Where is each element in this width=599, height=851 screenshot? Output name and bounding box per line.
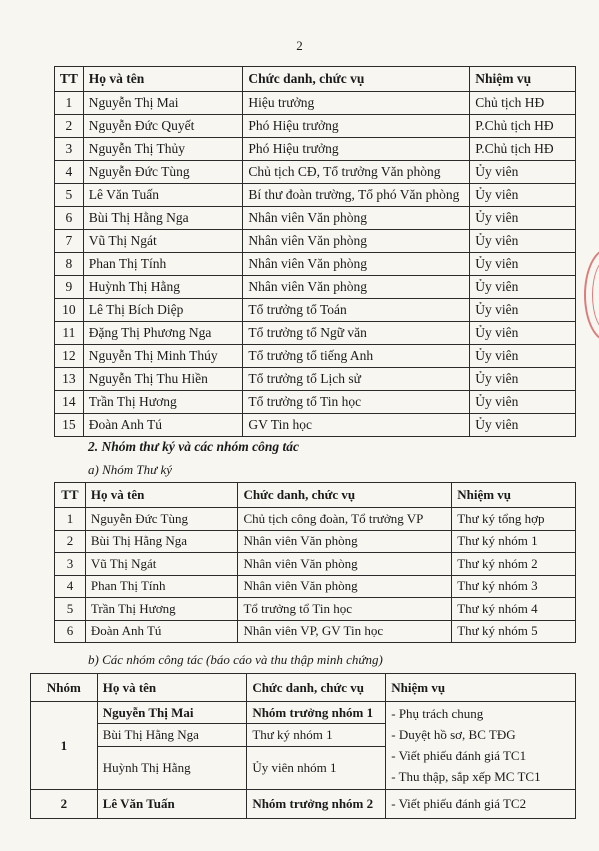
group-number: 1 (31, 702, 98, 790)
column-header-group: Nhóm (31, 674, 98, 702)
member-position: Tổ trưởng tổ Lịch sử (243, 368, 470, 391)
member-role: Nhóm trưởng nhóm 2 (247, 790, 386, 819)
member-name: Nguyễn Đức Tùng (85, 508, 238, 531)
task-item: - Duyệt hồ sơ, BC TĐG (391, 727, 516, 742)
row-number: 1 (55, 508, 86, 531)
member-name: Trần Thị Hương (85, 598, 238, 621)
row-number: 4 (55, 161, 84, 184)
row-number: 2 (55, 530, 86, 553)
council-members-table (54, 66, 576, 437)
member-name: Phan Thị Tính (83, 253, 243, 276)
member-name: Bùi Thị Hằng Nga (85, 530, 238, 553)
row-number: 14 (55, 391, 84, 414)
section-2b-heading: b) Các nhóm công tác (báo cáo và thu thập minh chứng) (88, 652, 383, 667)
row-number: 5 (55, 184, 84, 207)
task-item: - Thu thập, sắp xếp MC TC1 (391, 769, 541, 784)
working-groups-table (30, 673, 576, 819)
table-row (55, 553, 576, 576)
member-name: Nguyễn Thị Thu Hiền (83, 368, 243, 391)
column-header-name: Họ và tên (83, 67, 243, 92)
member-position: Nhân viên Văn phòng (243, 253, 470, 276)
member-duty: Thư ký nhóm 1 (452, 530, 576, 553)
member-duty: Ủy viên (470, 230, 576, 253)
member-duty: Ủy viên (470, 368, 576, 391)
member-name: Đoàn Anh Tú (83, 414, 243, 437)
table-row (55, 299, 576, 322)
column-header-position: Chức danh, chức vụ (247, 674, 386, 702)
section-2-heading: 2. Nhóm thư ký và các nhóm công tác (88, 439, 299, 454)
member-name: Vũ Thị Ngát (83, 230, 243, 253)
member-duty: Ủy viên (470, 207, 576, 230)
column-header-duty: Nhiệm vụ (452, 483, 576, 508)
member-role: Thư ký nhóm 1 (247, 724, 386, 747)
member-position: Phó Hiệu trưởng (243, 115, 470, 138)
member-position: Nhân viên Văn phòng (238, 575, 452, 598)
table-header-row (31, 674, 576, 702)
table-row (55, 115, 576, 138)
member-name: Nguyễn Thị Thủy (83, 138, 243, 161)
member-duty: Chủ tịch HĐ (470, 92, 576, 115)
row-number: 8 (55, 253, 84, 276)
table-row (55, 391, 576, 414)
member-role: Nhóm trưởng nhóm 1 (247, 702, 386, 724)
row-number: 6 (55, 620, 86, 643)
member-position: Tổ trưởng tổ Toán (243, 299, 470, 322)
table-row (55, 207, 576, 230)
table-row (55, 230, 576, 253)
member-duty: P.Chủ tịch HĐ (470, 138, 576, 161)
group-row (31, 790, 576, 819)
row-number: 1 (55, 92, 84, 115)
table-row (55, 276, 576, 299)
row-number: 10 (55, 299, 84, 322)
row-number: 2 (55, 115, 84, 138)
member-position: Nhân viên Văn phòng (243, 276, 470, 299)
table-row (55, 161, 576, 184)
member-position: GV Tin học (243, 414, 470, 437)
member-position: Hiệu trưởng (243, 92, 470, 115)
member-duty: Ủy viên (470, 253, 576, 276)
member-name: Bùi Thị Hằng Nga (97, 724, 247, 747)
column-header-duty: Nhiệm vụ (386, 674, 576, 702)
member-duty: Ủy viên (470, 414, 576, 437)
member-position: Chủ tịch công đoàn, Tổ trưởng VP (238, 508, 452, 531)
member-name: Vũ Thị Ngát (85, 553, 238, 576)
column-header-tt: TT (55, 483, 86, 508)
column-header-name: Họ và tên (97, 674, 247, 702)
table-row (55, 414, 576, 437)
table-header-row (55, 67, 576, 92)
table-row (55, 530, 576, 553)
group-tasks (386, 702, 576, 790)
member-duty: Ủy viên (470, 322, 576, 345)
table-row (55, 92, 576, 115)
page-number: 2 (296, 38, 303, 53)
row-number: 7 (55, 230, 84, 253)
member-name: Nguyễn Đức Quyết (83, 115, 243, 138)
table-row (55, 138, 576, 161)
table-row (55, 598, 576, 621)
row-number: 15 (55, 414, 84, 437)
member-name: Huỳnh Thị Hằng (97, 747, 247, 790)
member-position: Nhân viên Văn phòng (238, 553, 452, 576)
member-position: Tổ trưởng tổ Tin học (238, 598, 452, 621)
table-row (55, 620, 576, 643)
member-name: Huỳnh Thị Hằng (83, 276, 243, 299)
row-number: 12 (55, 345, 84, 368)
column-header-name: Họ và tên (85, 483, 238, 508)
member-role: Ủy viên nhóm 1 (247, 747, 386, 790)
member-duty: Thư ký nhóm 4 (452, 598, 576, 621)
column-header-tt: TT (55, 67, 84, 92)
member-duty: Thư ký tổng hợp (452, 508, 576, 531)
member-position: Tổ trưởng tổ tiếng Anh (243, 345, 470, 368)
member-name: Trần Thị Hương (83, 391, 243, 414)
member-name: Nguyễn Thị Minh Thúy (83, 345, 243, 368)
task-item: - Viết phiếu đánh giá TC2 (386, 790, 576, 819)
row-number: 3 (55, 138, 84, 161)
column-header-position: Chức danh, chức vụ (243, 67, 470, 92)
red-seal-stamp (584, 248, 599, 342)
member-position: Bí thư đoàn trường, Tổ phó Văn phòng (243, 184, 470, 207)
member-duty: Ủy viên (470, 391, 576, 414)
member-duty: Ủy viên (470, 345, 576, 368)
row-number: 3 (55, 553, 86, 576)
row-number: 4 (55, 575, 86, 598)
member-duty: Ủy viên (470, 299, 576, 322)
member-name: Lê Thị Bích Diệp (83, 299, 243, 322)
row-number: 9 (55, 276, 84, 299)
secretary-group-table (54, 482, 576, 643)
member-name: Phan Thị Tính (85, 575, 238, 598)
member-name: Nguyễn Thị Mai (97, 702, 247, 724)
member-position: Tổ trưởng tổ Tin học (243, 391, 470, 414)
section-2a-heading: a) Nhóm Thư ký (88, 462, 172, 477)
member-duty: Ủy viên (470, 184, 576, 207)
member-duty: Ủy viên (470, 161, 576, 184)
member-name: Bùi Thị Hằng Nga (83, 207, 243, 230)
member-position: Nhân viên VP, GV Tin học (238, 620, 452, 643)
column-header-position: Chức danh, chức vụ (238, 483, 452, 508)
member-position: Nhân viên Văn phòng (238, 530, 452, 553)
table-row (55, 575, 576, 598)
member-position: Phó Hiệu trưởng (243, 138, 470, 161)
table-header-row (55, 483, 576, 508)
group-row (31, 702, 576, 724)
member-name: Lê Văn Tuấn (97, 790, 247, 819)
row-number: 6 (55, 207, 84, 230)
table-row (55, 508, 576, 531)
member-duty: Ủy viên (470, 276, 576, 299)
task-item: - Viết phiếu đánh giá TC1 (391, 748, 527, 763)
member-name: Nguyễn Thị Mai (83, 92, 243, 115)
member-duty: Thư ký nhóm 5 (452, 620, 576, 643)
row-number: 5 (55, 598, 86, 621)
table-row (55, 322, 576, 345)
member-name: Đoàn Anh Tú (85, 620, 238, 643)
member-name: Đặng Thị Phương Nga (83, 322, 243, 345)
table-row (55, 253, 576, 276)
member-name: Lê Văn Tuấn (83, 184, 243, 207)
member-duty: Thư ký nhóm 3 (452, 575, 576, 598)
table-row (55, 345, 576, 368)
member-position: Tổ trưởng tổ Ngữ văn (243, 322, 470, 345)
member-name: Nguyễn Đức Tùng (83, 161, 243, 184)
member-duty: Thư ký nhóm 2 (452, 553, 576, 576)
member-position: Nhân viên Văn phòng (243, 230, 470, 253)
row-number: 13 (55, 368, 84, 391)
column-header-duty: Nhiệm vụ (470, 67, 576, 92)
member-duty: P.Chủ tịch HĐ (470, 115, 576, 138)
task-item: - Phụ trách chung (391, 706, 484, 721)
table-row (55, 184, 576, 207)
member-position: Nhân viên Văn phòng (243, 207, 470, 230)
table-row (55, 368, 576, 391)
member-position: Chủ tịch CĐ, Tổ trưởng Văn phòng (243, 161, 470, 184)
group-number: 2 (31, 790, 98, 819)
row-number: 11 (55, 322, 84, 345)
